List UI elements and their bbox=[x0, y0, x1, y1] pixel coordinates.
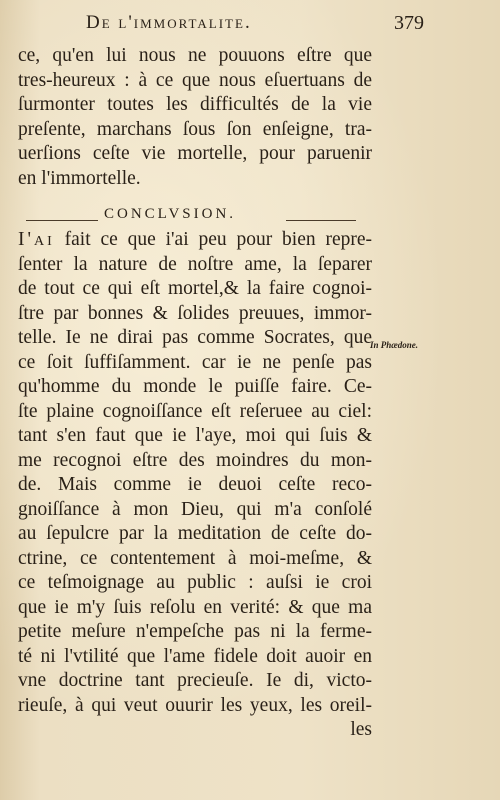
running-header: De l'immortalite. bbox=[86, 12, 252, 33]
section-title: CONCLVSION. bbox=[104, 206, 237, 222]
text-line: ce, qu'en lui nous ne pouuons eſtre que bbox=[18, 45, 372, 66]
catchword: les bbox=[350, 719, 372, 740]
section-rule-left bbox=[26, 220, 98, 221]
text-line: ce teſmoignage au public : auſsi ie croi bbox=[18, 572, 372, 593]
text-line: vne doctrine tant precieuſe. Ie di, victo- bbox=[18, 670, 372, 691]
text-line: que ie m'y ſuis reſolu en verité: & que ma bbox=[18, 596, 372, 618]
text-line: ce ſoit ſuffiſamment. car ie ne penſe pas bbox=[18, 351, 372, 373]
text-line: petite meſure n'empeſche pas ni la ferme- bbox=[18, 621, 372, 642]
text-line: tres-heureux : à ce que nous eſuertuans de bbox=[18, 69, 372, 91]
text-line-first bbox=[18, 228, 372, 253]
first-line-rest: fait ce que i'ai peu pour bien repre- bbox=[64, 229, 372, 250]
text-line: tant s'en faut que ie l'aye, moi qui ſuis & bbox=[18, 425, 372, 446]
text-line: preſente, marchans ſous ſon enſeigne, tra- bbox=[18, 118, 372, 140]
text-line: gnoiſſance à mon Dieu, qui m'a conſolé bbox=[18, 498, 372, 520]
text-line: ſte plaine cognoiſſance eſt reſeruee au ciel: bbox=[18, 400, 372, 422]
text-line: ctrine, ce contentement à moi-meſme, & bbox=[18, 547, 372, 569]
text-line: ſurmonter toutes les difficultés de la vie bbox=[18, 94, 372, 115]
text-line: rieuſe, à qui veut ouurir les yeux, les oreil- bbox=[18, 694, 372, 716]
text-line: ſenter la nature de noſtre ame, la ſeparer bbox=[18, 253, 372, 275]
page-number: 379 bbox=[394, 12, 424, 34]
text-line: de tout ce qui eſt mortel,& la faire cognoi- bbox=[18, 278, 372, 299]
marginal-note: In Phædone. bbox=[370, 340, 419, 350]
section-rule-right bbox=[286, 220, 356, 221]
top-paragraph bbox=[18, 44, 372, 191]
text-line: qu'homme du monde le puiſſe faire. Ce- bbox=[18, 376, 372, 397]
text-line: té ni l'vtilité que l'ame fidele doit auoir en bbox=[18, 645, 372, 667]
text-line: me recognoi eſtre des moindres du mon- bbox=[18, 449, 372, 471]
text-line: uerſions ceſte vie mortelle, pour paruenir bbox=[18, 143, 372, 164]
text-line: de. Mais comme ie deuoi ceſte reco- bbox=[18, 474, 372, 495]
main-paragraph bbox=[18, 228, 372, 743]
text-line: ſtre par bonnes & ſolides preuues, immor- bbox=[18, 302, 372, 324]
text-line: au ſepulcre par la meditation de ceſte do- bbox=[18, 523, 372, 544]
text-line: en l'immortelle. bbox=[18, 167, 141, 189]
opening-word: I'ai bbox=[18, 229, 55, 250]
text-line: telle. Ie ne dirai pas comme Socrates, que bbox=[18, 327, 372, 348]
